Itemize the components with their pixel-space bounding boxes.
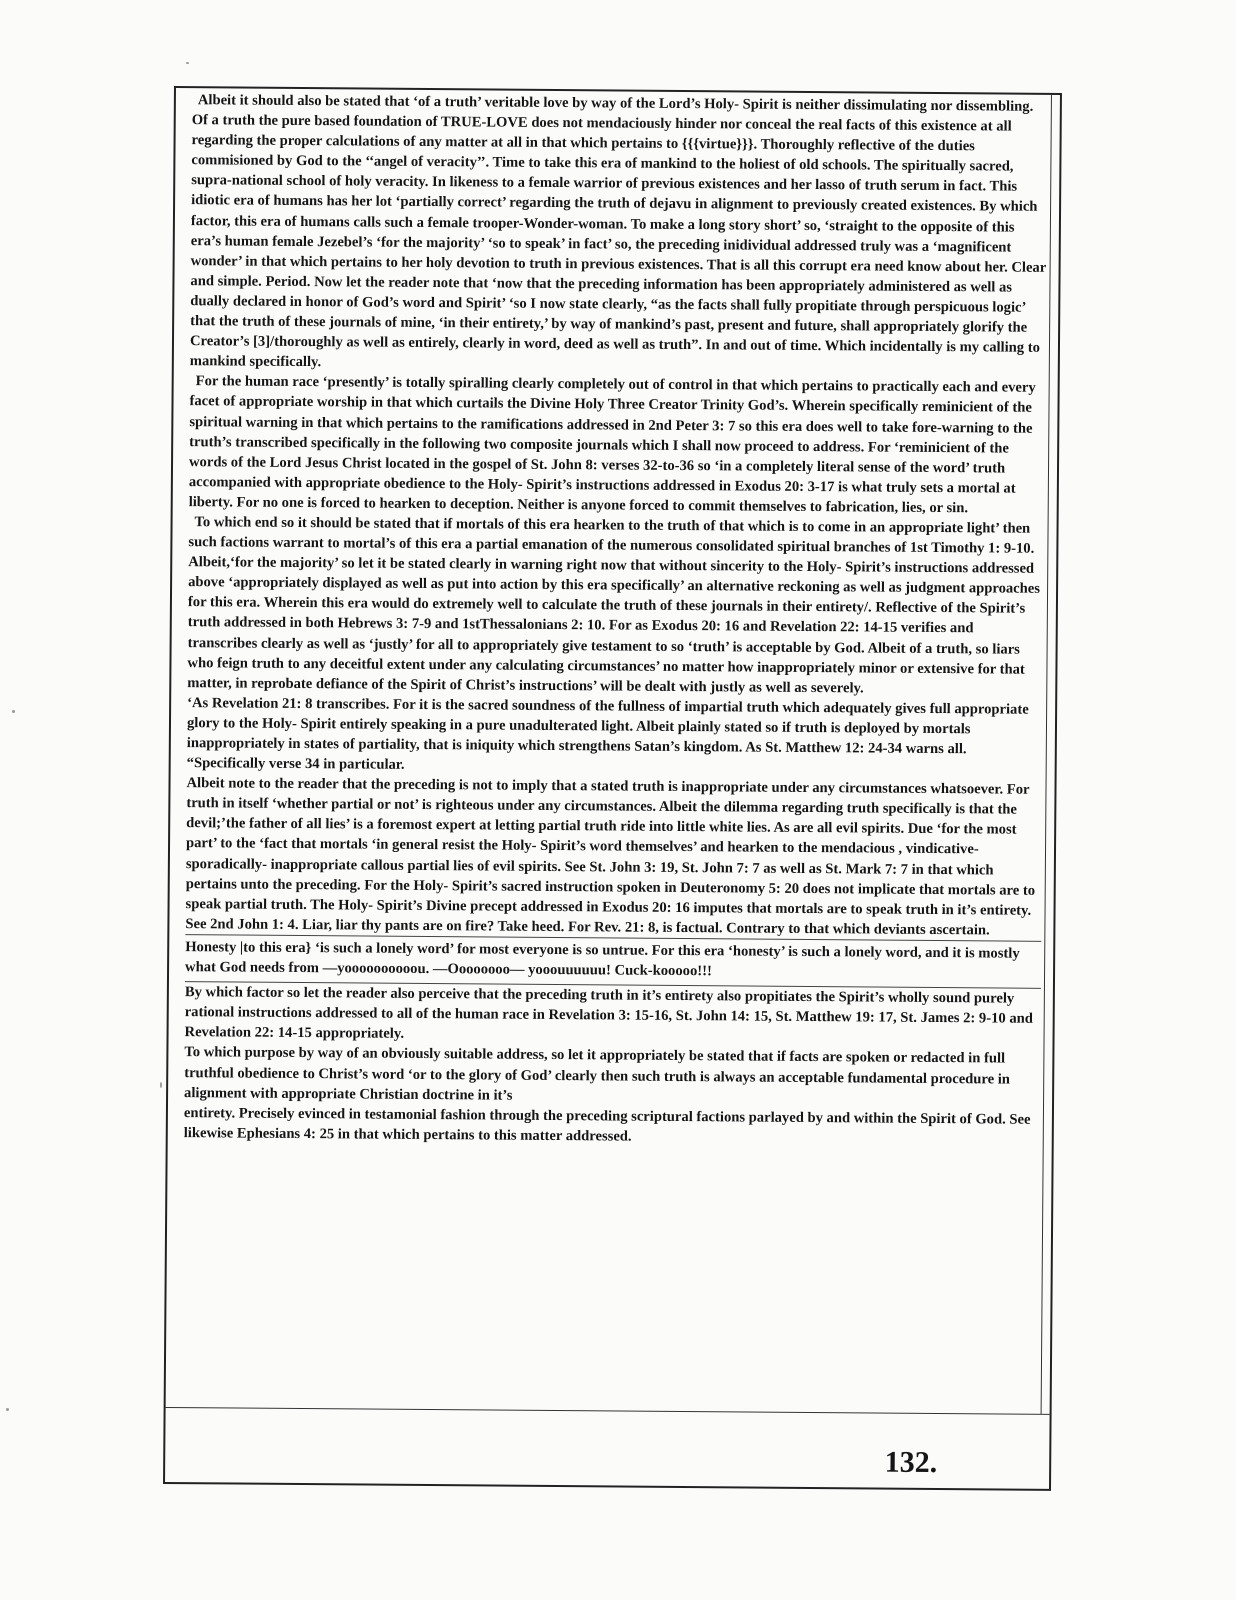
paragraph-2: For the human race ‘presently’ is totally spiralling clearly completely out of control in that which pertains to practically each and every facet of appropriate worship in that which curtails the Divine Holy Three Creator Trinity God’s. Wherein specifically reminicient of the spiritual warning in that which pertains to the ramifications addressed in 2nd Peter 3: 7 so this era does well to take fore-warning to the truth’s transcribed specifically in the following two composite journals which I shall now proceed to address. For ‘reminicient of the words of the Lord Jesus Christ located in the gospel of St. John 8: verses 32-to-36 so ‘in a completely literal sense of the word’ truth accompanied with appropriate obedience to the Holy- Spirit’s instructions addressed in Exodus 20: 3-17 is what truly sets a mortal at liberty. For no one is forced to hearken to deception. Neither is anyone forced to commit themselves to fabrication, lies, or sin. [188,373,1036,517]
paragraph-5: Albeit note to the reader that the preceding is not to imply that a stated truth is inappropriate under any circumstances whatsoever. For truth in itself ‘whether partial or not’ is righteous under any circumstances. Albeit the dilemma regarding truth specifically is that the devil;’the father of all lies’ is a foremost expert at letting partial truth ride into little white lies. As are all evil spirits. Due ‘for the most part’ to the ‘fact that mortals ‘in general resist the Holy- Spirit’s word themselves’ and hearken to the mendacious , vindicative-sporadically- inappropriate callous partial lies of evil spirits. See St. John 3: 19, St. John 7: 7 as well as St. Mark 7: 7 in that which pertains unto the preceding. For the Holy- Spirit’s sacred instruction spoken in Deuteronomy 5: 20 does not implicate that mortals are to speak partial truth. The Holy- Spirit’s Divine precept addressed in Exodus 20: 16 imputes that mortals are to speak truth in it’s entirety. See 2nd John 1: 4. Liar, liar thy pants are on fire? Take heed. For Rev. 21: 8, is factual. Contrary to that which deviants ascertain. [185,775,1036,939]
honesty-lyric-line: Honesty |to this era} ‘is such a lonely word’ for most everyone is so untrue. For this era ‘honesty’ is such a lonely word, and it is mostly what God needs from —yoooooooooou. —Oooooooo— yooouuuuuu! Cuck-kooooo!!! [185,934,1041,989]
paragraph-7: To which purpose by way of an obviously suitable address, so let it appropriately be stated that if facts are spoken or redacted in full truthful obedience to Christ’s word ‘or to the glory of God’ clearly then such truth is always an acceptable fundamental procedure in alignment with appropriate Christian doctrine in it’s [184,1044,1011,1104]
body-text [184,90,1048,1150]
scan-artifact [12,710,15,713]
page-frame [163,86,1062,1491]
scan-artifact [186,62,189,64]
scan-artifact [6,1408,9,1411]
paragraph-1: Albeit it should also be stated that ‘of a truth’ veritable love by way of the Lord’s Holy- Spirit is neither dissimulating nor dissembling. Of a truth the pure based foundation of TRUE-LOVE does not mendaciously hinder nor conceal the real facts of this existence at all regarding the proper calculations of any matter at all in that which pertains to {{{virtue}}}. Thoroughly reflective of the duties commisioned by God to the ‘‘angel of veracity’’. Time to take this era of mankind to the holiest of old schools. The spiritually sacred, supra-national school of holy veracity. In likeness to a female warrior of previous existences and her lasso of truth serum in fact. This idiotic era of humans has her lot ‘partially correct’ regarding the truth of dejavu in alignment to previously created existences. By which factor, this era of humans calls such a female trooper-Wonder-woman. To make a long story short’ so, ‘straight to the opposite of this era’s human female Jezebel’s ‘for the majority’ ‘so to speak’ in fact’ so, the preceding inidividual addressed truly was a ‘magnificent wonder’ in that which pertains to her holy devotion to truth in previous existences. That is all this corrupt era need know about her. Clear and simple. Period. Now let the reader note that ‘now that the preceding information has been appropriately administered as well as dually declared in honor of God’s word and Spirit’ ‘so I now state clearly, “as the facts shall fully propitiate through perspicuous logic’ that the truth of these journals of mine, ‘in their entirety,’ by way of mankind’s past, present and future, shall appropriately glorify the Creator’s [3]/thoroughly as well as entirely, clearly in word, deed as well as truth”. In and out of time. Which incidentally is my calling to mankind specifically. [189,92,1047,371]
paragraph-3: To which end so it should be stated that if mortals of this era hearken to the truth of that which is to come in an appropriate light’ then such factions warrant to mortal’s of this era a partial emanation of the numerous consolidated spiritual branches of 1st Timothy 1: 9-10. Albeit,‘for the majority’ so let it be stated clearly in warning right now that without sincerity to the Holy- Spirit’s instructions addressed above ‘appropriately displayed as well as put into action by this era specifically’ an alternative reckoning as well as judgment approaches for this era. Wherein this era would do extremely well to calculate the truth of these journals in their entirety/. Reflective of the Spirit’s truth addressed in both Hebrews 3: 7-9 and 1stThessalonians 2: 10. For as Exodus 20: 16 and Revelation 22: 14-15 verifies and transcribes clearly as well as ‘justly’ for all to appropriately give testament to so ‘truth’ is acceptable by God. Albeit of a truth, so liars who feign truth to any deceitful extent under any calculating circumstances’ no matter how inappropriately minor or extensive for that matter, in reprobate defiance of the Spirit of Christ’s instructions’ will be dealt with justly as well as severely. [187,514,1041,697]
page-number: 132. [884,1445,938,1480]
paragraph-4: ‘As Revelation 21: 8 transcribes. For it is the sacred soundness of the fullness of impartial truth which adequately gives full appropriate glory to the Holy- Spirit entirely speaking in a pure unadulterated light. Albeit plainly stated so if truth is deployed by mortals inappropriately in states of partiality, that is iniquity which strengthens Satan’s kingdom. As St. Matthew 12: 24-34 warns all. “Specifically verse 34 in particular. [186,694,1029,773]
paragraph-8: entirety. Precisely evinced in testamonial fashion through the preceding scriptural factions parlayed by and within the Spirit of God. See likewise Ephesians 4: 25 in that which pertains to this matter addressed. [183,1104,1031,1145]
paragraph-6: By which factor so let the reader also perceive that the preceding truth in it’s entirety also propitiates the Spirit’s wholly sound purely rational instructions addressed to all of the human race in Revelation 3: 15-16, St. John 14: 15, St. Matthew 19: 17, St. James 2: 9-10 and Revelation 22: 14-15 appropriately. [184,984,1033,1043]
scan-artifact [160,1082,162,1088]
footer-rule [166,1407,1050,1415]
